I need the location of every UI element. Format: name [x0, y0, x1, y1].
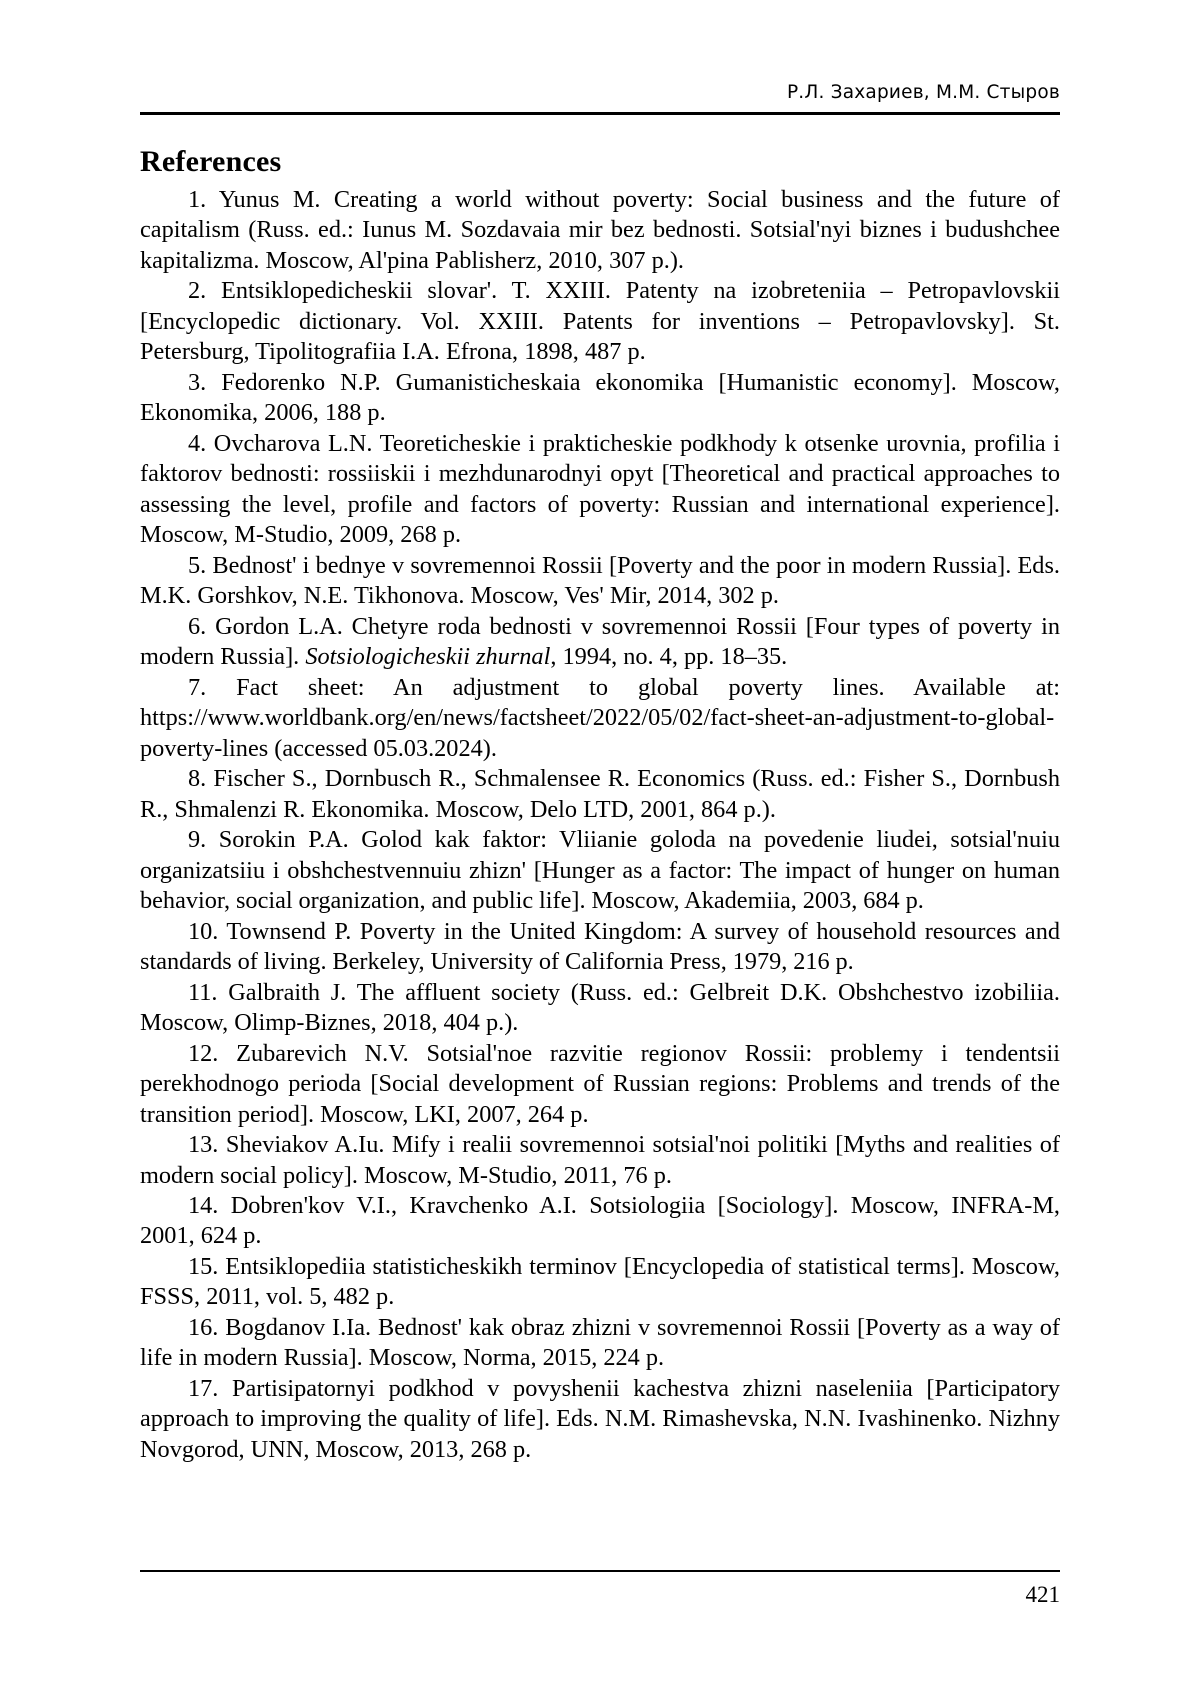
reference-item: 4. Ovcharova L.N. Teoreticheskie i prakticheskie podkhody k otsenke urovnia, profilia i faktorov bednosti: rossiiskii i mezhdunarodnyi opyt [Theoretical and practical approaches to assessing the level, profile and factors of poverty: Russian and international experience]. Moscow, M-Studio, 2009, 268 p. [140, 429, 1060, 549]
reference-6-text-part1: 6. Gordon L.A. Chetyre roda bednosti v sovremennoi Rossii [Four types of poverty in modern Russia]. [140, 612, 1060, 671]
section-title: References [140, 145, 282, 178]
reference-item: 16. Bogdanov I.Ia. Bednost' kak obraz zhizni v sovremennoi Rossii [Poverty as a way of life in modern Russia]. Moscow, Norma, 2015, 224 p. [140, 1313, 1060, 1372]
reference-item-6 [140, 612, 1060, 673]
header-divider [140, 112, 1060, 115]
reference-item: 8. Fischer S., Dornbusch R., Schmalensee R. Economics (Russ. ed.: Fisher S., Dornbush R., Shmalenzi R. Ekonomika. Moscow, Delo LTD, 2001, 864 p.). [140, 765, 1060, 823]
reference-6-text-part2: , 1994, no. 4, pp. 18–35. [550, 643, 788, 671]
reference-item: 12. Zubarevich N.V. Sotsial'noe razvitie regionov Rossii: problemy i tendentsii perekhodnogo perioda [Social development of Russian regions: Problems and trends of the transition period]. Moscow, LKI, 2007, 264 p. [140, 1039, 1060, 1128]
reference-item: 3. Fedorenko N.P. Gumanisticheskaia ekonomika [Humanistic economy]. Moscow, Ekonomika, 2006, 188 p. [140, 368, 1060, 427]
page-number: 421 [1025, 1582, 1060, 1607]
reference-item: 11. Galbraith J. The affluent society (Russ. ed.: Gelbreit D.K. Obshchestvo izobiliia. Moscow, Olimp-Biznes, 2018, 404 p.). [140, 978, 1060, 1037]
reference-item: 10. Townsend P. Poverty in the United Kingdom: A survey of household resources and standards of living. Berkeley, University of California Press, 1979, 216 p. [140, 917, 1060, 976]
footer-divider [140, 1570, 1060, 1572]
reference-item: 5. Bednost' i bednye v sovremennoi Rossii [Poverty and the poor in modern Russia]. Eds. M.K. Gorshkov, N.E. Tikhonova. Moscow, Ves' Mir, 2014, 302 p. [140, 551, 1060, 610]
reference-item: 2. Entsiklopedicheskii slovar'. T. XXIII. Patenty na izobreteniia – Petropavlovskii [Encyclopedic dictionary. Vol. XXIII. Patents for inventions – Petropavlovsky]. St. Petersburg, Tipolitografiia I.A. Efrona, 1898, 487 p. [140, 277, 1060, 366]
reference-item: 7. Fact sheet: An adjustment to global poverty lines. Available at: https://www.worldbank.org/en/news/factsheet/2022/05/02/fact-sheet-an-adjustment-to-global-poverty-lines (accessed 05.03.2024). [140, 673, 1060, 762]
reference-6-journal-title: Sotsiologicheskii zhurnal [305, 643, 551, 671]
references-section [140, 145, 1060, 1465]
reference-item: 14. Dobren'kov V.I., Kravchenko A.I. Sotsiologiia [Sociology]. Moscow, INFRA-M, 2001, 624 p. [140, 1191, 1060, 1250]
reference-item: 17. Partisipatornyi podkhod v povyshenii kachestva zhizni naseleniia [Participatory approach to improving the quality of life]. Eds. N.M. Rimashevska, N.N. Ivashinenko. Nizhny Novgorod, UNN, Moscow, 2013, 268 p. [140, 1374, 1060, 1463]
reference-item: 1. Yunus M. Creating a world without poverty: Social business and the future of capitalism (Russ. ed.: Iunus M. Sozdavaia mir bez bednosti. Sotsial'nyi biznes i budushchee kapitalizma. Moscow, Al'pina Pablisherz, 2010, 307 p.). [140, 186, 1060, 274]
reference-item: 15. Entsiklopediia statisticheskikh terminov [Encyclopedia of statistical terms]. Moscow, FSSS, 2011, vol. 5, 482 p. [140, 1252, 1060, 1311]
running-head: Р.Л. Захариев, М.М. Стыров [786, 82, 1060, 103]
reference-item: 9. Sorokin P.A. Golod kak faktor: Vliianie goloda na povedenie liudei, sotsial'nuiu organizatsiiu i obshchestvennuiu zhizn' [Hunger as a factor: The impact of hunger on human behavior, social organization, and public life]. Moscow, Akademiia, 2003, 684 p. [140, 826, 1060, 915]
reference-item: 13. Sheviakov A.Iu. Mify i realii sovremennoi sotsial'noi politiki [Myths and realities of modern social policy]. Moscow, M-Studio, 2011, 76 p. [140, 1131, 1060, 1189]
